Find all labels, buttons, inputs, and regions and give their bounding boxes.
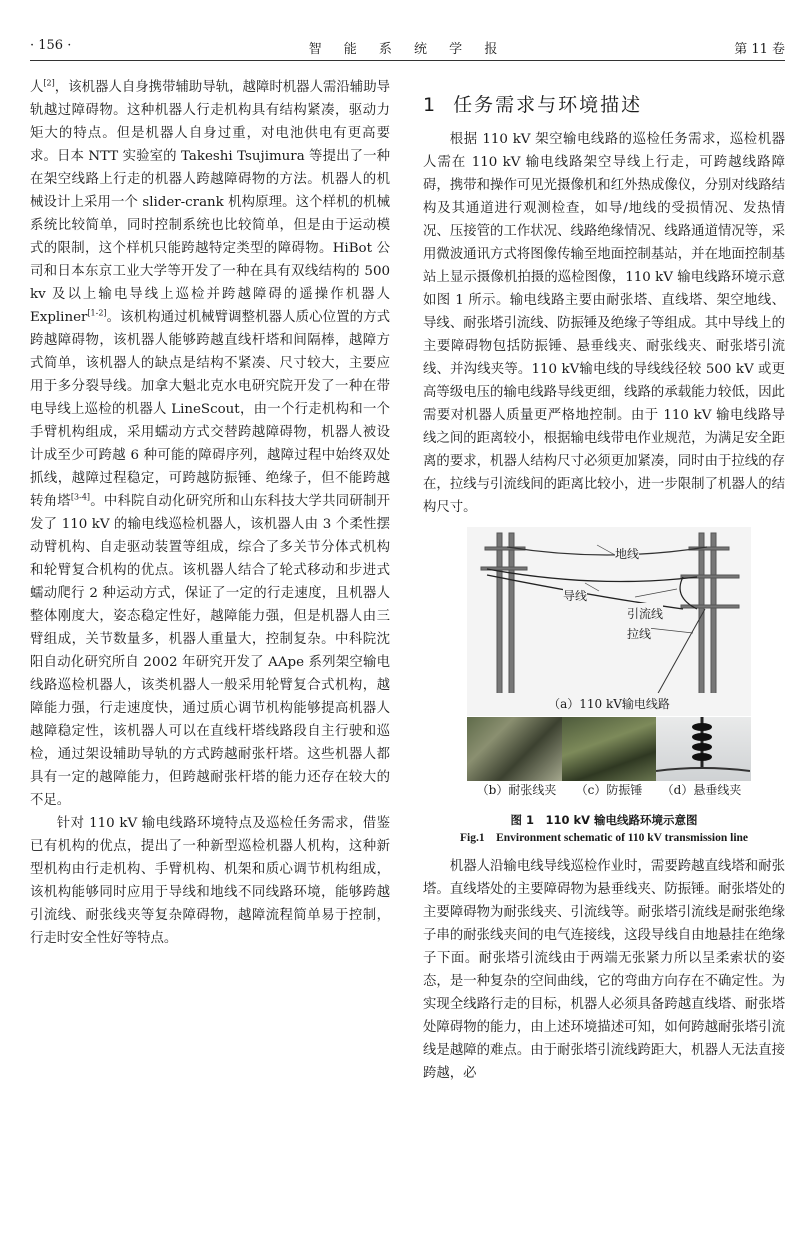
section-number: 1 (423, 94, 438, 116)
left-column (30, 76, 390, 950)
subcaption-c: （c）防振锤 (575, 783, 643, 797)
journal-title: 智 能 系 统 学 报 (308, 42, 507, 57)
subcaption-a: （a）110 kV输电线路 (467, 693, 751, 716)
section-title: 任务需求与环境描述 (453, 94, 643, 116)
citation: [2] (43, 78, 55, 88)
photo-row (467, 717, 751, 781)
subcaption-b: （b）耐张线夹 (476, 783, 557, 797)
body-paragraph: 针对 110 kV 输电线路环境特点及巡检任务需求，借鉴已有机构的优点，提出了一种新型巡检机器人机构，这种新型机构由行走机构、手臂机构、机架和质心调节机构组成，该机构能够同时应用于导线和地线不同线路环境，能够跨越引流线、耐张线夹等复杂障碍物，越障流程简单易于控制，行走时安全性好等特点。 (30, 816, 390, 946)
label-jumper: 引流线 (627, 603, 663, 626)
volume-label: 第 11 卷 (734, 42, 785, 57)
strain-clamp-photo (467, 717, 562, 781)
right-column (423, 76, 785, 1085)
figure-caption-cn: 图 1 110 kV 输电线路环境示意图 (510, 813, 698, 827)
body-paragraph: 根据 110 kV 架空输电线路的巡检任务需求，巡检机器人需在 110 kV 输电线路架空导线上行走，可跨越线路障碍，携带和操作可见光摄像机和红外热成像仪，分别对线路结构及其通道进行观测检查，如导/地线的受损情况、发热情况、压接管的工作状况、线路绝缘情况、线路通道情况等，采用微波通讯方式将图像传输至地面控制基站，并在地面控制基站上显示摄像机拍摄的巡检图像，110 kV 输电线路环境示意如图 1 所示。输电线路主要由耐张塔、直线塔、架空地线、导线、耐张塔引流线、防振锤及绝缘子等组成。其中导线上的主要障碍物包括防振锤、悬垂线夹、耐张线夹、耐张塔引流线、并沟线夹等。110 kV输电线的导线线径较 500 kV 或更高等级电压的输电线路导线更细，线路的承载能力较低，因此需要对机器人质量更严格地控制。由于 110 kV 输电线路导线之间的距离较小，根据输电线带电作业规范，为满足安全距离的要求，机器人结构尺寸必须更加紧凑，同时由于拉线的存在，拉线与引流线间的距离比较小，进一步限制了机器人的结构尺寸。 (423, 132, 785, 515)
citation: [3-4] (70, 492, 91, 502)
text-run: 。中科院自动化研究所和山东科技大学共同研制开发了 110 kV 的输电线巡检机器人，该机器人由 3 个柔性摆动臂机构、自走驱动装置等组成，综合了多关节分体式机构和轮臂复合机构的优点。该机器人结合了轮式移动和步进式蠕动爬行 2 种运动方式，保证了一定的行走速度，且机器人整体刚度大，姿态稳定性好，越障能力强，但是机器人由三臂组成，关节数量多，机器人重量大，控制复杂。中科院沈阳自动化研究所自 2002 年研究开发了 AApe 系列架空输电线路巡检机器人，该类机器人一般采用轮臂复合式机构，越障能力强，行走速度快，通过质心调节机构能够提高机器人越障稳定性，该机器人可以在直线杆塔线路段自主行驶和巡检，通过架设辅助导轨的方式跨越耐张杆塔。这些机器人都具有一定的越障能力，但跨越耐张杆塔的能力还存在较大的不足。 (30, 494, 390, 808)
transmission-line-diagram (467, 527, 751, 713)
label-ground-wire: 地线 (615, 543, 639, 566)
transmission-line-illustration (467, 527, 751, 713)
page-number: · 156 · (30, 38, 72, 53)
body-paragraph (30, 76, 390, 812)
damper-photo (562, 717, 657, 781)
label-conductor: 导线 (563, 585, 587, 608)
label-guy-wire: 拉线 (627, 623, 651, 646)
citation: [1-2] (87, 308, 107, 318)
figure-1 (423, 527, 785, 847)
page-header (30, 36, 785, 61)
text-run: 人 (30, 80, 44, 95)
figure-caption-en: Fig.1 Environment schematic of 110 kV transmission line (459, 832, 749, 844)
photo-subcaptions (467, 781, 751, 799)
body-paragraph: 机器人沿输电线导线巡检作业时，需要跨越直线塔和耐张塔。直线塔处的主要障碍物为悬垂线夹、防振锤。耐张塔处的主要障碍物为耐张线夹、引流线等。耐张塔引流线是耐张绝缘子串的耐张线夹间的电气连接线，这段导线自由地悬挂在绝缘子下面。耐张塔引流线由于两端无张紧力所以呈柔索状的姿态，是一种复杂的空间曲线，它的弯曲方向存在不确定性。为实现全线路行走的目标，机器人必须具备跨越直线塔、耐张塔处障碍物的能力，由上述环境描述可知，如何跨越耐张塔引流线是越障的难点。由于耐张塔引流线跨距大，机器人无法直接跨越，必 (423, 859, 785, 1081)
text-run: 。该机构通过机械臂调整机器人质心位置的方式跨越障碍物，该机器人能够跨越直线杆塔和间隔棒，越障方式简单，该机器人的缺点是结构不紧凑、尺寸较大，主要应用于多分裂导线。加拿大魁北克水电研究院开发了一种在带电导线上巡检的机器人 LineScout，由一个行走机构和一个手臂机构组成，采用蠕动方式交替跨越障碍物，机器人被设计成至少可跨越 6 种可能的障碍序列，越障过程中始终双处抓线，越障过程稳定，可跨越防振锤、绝缘子，但不能跨越转角塔 (30, 310, 390, 509)
text-run: ，该机器人自身携带辅助导轨，越障时机器人需沿辅助导轨越过障碍物。这种机器人行走机构具有结构紧凑，驱动力矩大的特点。但是机器人自身过重，对电池供电有更高要求。日本 NTT 实验室的 Takeshi Tsujimura 等提出了一种在架空线路上行走的机器人跨越障碍物的方法。机器人的机械设计上采用一个 slider-crank 机构原理。这个样机的机械系统比较简单，同时控制系统也比较简单，但是由于运动模式的限制，这个样机只能跨越特定类型的障碍物。HiBot 公司和日本东京工业大学等开发了一种在具有双线结构的 500 kv 及以上输电导线上巡检并跨越障碍的遥操作机器人 Expliner (30, 80, 391, 325)
suspension-clamp-photo (656, 717, 751, 781)
section-heading (423, 93, 785, 117)
subcaption-d: （d）悬垂线夹 (661, 783, 742, 797)
